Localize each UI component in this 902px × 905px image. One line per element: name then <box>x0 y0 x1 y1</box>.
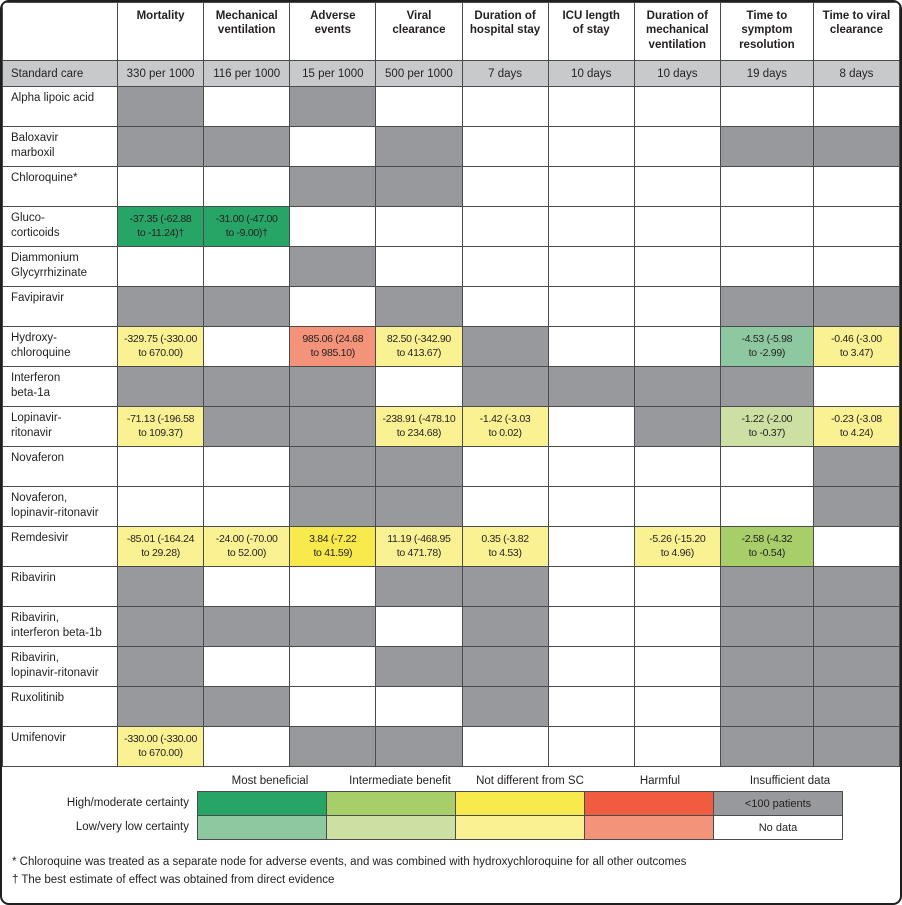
outcome-cell: -1.22 (-2.00 to -0.37) <box>720 407 813 447</box>
outcome-cell <box>118 607 204 647</box>
outcome-cell: -238.91 (-478.10 to 234.68) <box>376 407 462 447</box>
outcome-cell <box>204 607 290 647</box>
outcome-cell: -31.00 (-47.00 to -9.00)† <box>204 207 290 247</box>
outcome-cell: 985.06 (24.68 to 985.10) <box>290 327 376 367</box>
corner-cell <box>3 3 118 61</box>
treatment-row-alpha-lipoic-acid <box>3 87 900 127</box>
legend-swatch-most-beneficial-lo <box>197 815 327 840</box>
outcome-cell: -71.13 (-196.58 to 109.37) <box>118 407 204 447</box>
treatment-row-favipiravir <box>3 287 900 327</box>
outcome-cell <box>548 527 634 567</box>
treatment-label: Interferon beta-1a <box>3 367 118 407</box>
outcome-cell <box>720 647 813 687</box>
outcome-cell <box>813 687 899 727</box>
table-body <box>3 61 900 767</box>
treatment-label: Alpha lipoic acid <box>3 87 118 127</box>
outcome-cell <box>462 367 548 407</box>
treatment-row-lopinavir-ritonavir <box>3 407 900 447</box>
outcome-cell <box>548 247 634 287</box>
outcome-cell <box>720 167 813 207</box>
outcome-cell <box>634 687 720 727</box>
outcome-cell <box>462 687 548 727</box>
legend-category-labels <box>205 775 900 791</box>
outcome-cell <box>290 487 376 527</box>
treatment-label: Novaferon, lopinavir-ritonavir <box>3 487 118 527</box>
treatment-label: Diammonium Glycyrrhizinate <box>3 247 118 287</box>
legend-swatch-harmful-lo <box>584 815 714 840</box>
outcome-cell: -24.00 (-70.00 to 52.00) <box>204 527 290 567</box>
outcome-cell <box>813 727 899 767</box>
legend-swatch-insufficient-data-lo: No data <box>713 815 843 840</box>
outcome-cell <box>118 367 204 407</box>
outcome-cell <box>813 207 899 247</box>
outcome-cell <box>290 367 376 407</box>
outcome-cell <box>204 447 290 487</box>
outcome-cell <box>204 367 290 407</box>
outcome-cell <box>290 407 376 447</box>
outcome-cell <box>634 207 720 247</box>
legend-row-label-low-certainty: Low/very low certainty <box>75 821 189 833</box>
outcome-cell <box>376 447 462 487</box>
outcome-cell <box>462 167 548 207</box>
outcome-cell <box>720 247 813 287</box>
treatment-label: Gluco- corticoids <box>3 207 118 247</box>
outcome-cell <box>548 487 634 527</box>
outcome-cell <box>548 447 634 487</box>
outcome-cell <box>548 207 634 247</box>
outcome-cell <box>204 727 290 767</box>
outcome-cell <box>118 247 204 287</box>
outcome-cell <box>204 127 290 167</box>
outcome-cell <box>548 567 634 607</box>
outcome-cell <box>462 647 548 687</box>
outcome-cell <box>376 607 462 647</box>
outcome-cell <box>548 607 634 647</box>
outcome-cell <box>548 127 634 167</box>
outcome-cell <box>548 407 634 447</box>
treatment-row-ribavirin-interferon-beta-1b <box>3 607 900 647</box>
outcome-cell <box>462 607 548 647</box>
outcome-cell <box>376 567 462 607</box>
column-header-time-to-symptom-resolution: Time to symptom resolution <box>720 3 813 61</box>
outcome-cell: 0.35 (-3.82 to 4.53) <box>462 527 548 567</box>
outcome-cell <box>548 727 634 767</box>
outcome-cell <box>634 127 720 167</box>
outcome-cell <box>290 647 376 687</box>
outcome-cell <box>290 127 376 167</box>
legend <box>2 767 900 842</box>
outcomes-table <box>2 2 900 767</box>
legend-category-not-different: Not different from SC <box>476 775 584 787</box>
outcome-cell <box>462 287 548 327</box>
outcome-cell <box>204 487 290 527</box>
outcome-cell <box>813 647 899 687</box>
standard-care-value: 330 per 1000 <box>118 61 204 87</box>
legend-row-label-high-certainty: High/moderate certainty <box>66 797 189 809</box>
outcome-cell <box>813 607 899 647</box>
legend-category-most-beneficial: Most beneficial <box>231 775 309 787</box>
outcome-cell <box>462 487 548 527</box>
outcome-cell <box>634 407 720 447</box>
legend-swatch-not-different-from-sc-hi <box>455 791 585 816</box>
outcome-cell <box>118 487 204 527</box>
column-header-mechanical-ventilation: Mechanical ventilation <box>204 3 290 61</box>
treatment-label: Baloxavir marboxil <box>3 127 118 167</box>
outcome-cell <box>720 207 813 247</box>
outcome-cell <box>290 727 376 767</box>
treatment-row-ruxolitinib <box>3 687 900 727</box>
standard-care-row <box>3 61 900 87</box>
outcome-cell <box>118 687 204 727</box>
outcome-cell <box>720 127 813 167</box>
legend-swatches-low-certainty <box>197 815 843 840</box>
outcome-cell <box>290 207 376 247</box>
outcome-cell <box>290 447 376 487</box>
outcome-cell <box>634 607 720 647</box>
outcome-cell <box>462 247 548 287</box>
outcome-cell <box>634 87 720 127</box>
legend-swatch-harmful-hi <box>584 791 714 816</box>
outcome-cell <box>634 487 720 527</box>
outcome-cell <box>376 127 462 167</box>
outcome-cell <box>290 687 376 727</box>
standard-care-value: 15 per 1000 <box>290 61 376 87</box>
outcome-cell: -0.23 (-3.08 to 4.24) <box>813 407 899 447</box>
outcome-cell <box>548 327 634 367</box>
outcome-cell: -4.53 (-5.98 to -2.99) <box>720 327 813 367</box>
outcome-cell <box>290 247 376 287</box>
outcome-cell <box>720 367 813 407</box>
outcome-cell <box>376 247 462 287</box>
outcome-cell <box>462 567 548 607</box>
outcome-cell <box>204 327 290 367</box>
standard-care-value: 116 per 1000 <box>204 61 290 87</box>
column-header-time-to-viral-clearance: Time to viral clearance <box>813 3 899 61</box>
outcome-cell <box>118 167 204 207</box>
outcome-cell <box>720 607 813 647</box>
outcome-cell: -0.46 (-3.00 to 3.47) <box>813 327 899 367</box>
outcome-cell <box>204 647 290 687</box>
treatment-row-remdesivir <box>3 527 900 567</box>
outcome-cell <box>376 167 462 207</box>
standard-care-value: 500 per 1000 <box>376 61 462 87</box>
outcome-cell <box>720 567 813 607</box>
treatment-row-ribavirin <box>3 567 900 607</box>
legend-swatch-most-beneficial-hi <box>197 791 327 816</box>
standard-care-value: 19 days <box>720 61 813 87</box>
outcome-cell <box>813 87 899 127</box>
outcome-cell <box>118 127 204 167</box>
outcome-cell <box>118 87 204 127</box>
treatment-label: Ribavirin <box>3 567 118 607</box>
treatment-row-chloroquine <box>3 167 900 207</box>
outcome-cell: -85.01 (-164.24 to 29.28) <box>118 527 204 567</box>
standard-care-value: 7 days <box>462 61 548 87</box>
outcome-cell: -37.35 (-62.88 to -11.24)† <box>118 207 204 247</box>
treatment-label: Ribavirin, interferon beta-1b <box>3 607 118 647</box>
outcome-cell <box>290 167 376 207</box>
outcome-cell <box>548 87 634 127</box>
treatment-label: Ruxolitinib <box>3 687 118 727</box>
outcome-cell <box>118 447 204 487</box>
outcome-cell <box>376 727 462 767</box>
outcome-cell <box>204 687 290 727</box>
outcome-cell <box>290 287 376 327</box>
outcome-cell: -330.00 (-330.00 to 670.00) <box>118 727 204 767</box>
outcome-cell: 11.19 (-468.95 to 471.78) <box>376 527 462 567</box>
outcome-cell <box>204 567 290 607</box>
column-header-duration-of-hospital-stay: Duration of hospital stay <box>462 3 548 61</box>
treatment-row-novaferon-lopinavir-ritonavir <box>3 487 900 527</box>
treatment-row-hydroxy-chloroquine <box>3 327 900 367</box>
treatment-row-interferon-beta-1a <box>3 367 900 407</box>
outcome-cell <box>376 287 462 327</box>
outcome-cell <box>462 447 548 487</box>
outcome-cell <box>813 367 899 407</box>
outcome-cell <box>376 687 462 727</box>
outcome-cell <box>813 487 899 527</box>
treatment-label: Favipiravir <box>3 287 118 327</box>
outcome-cell <box>813 247 899 287</box>
outcome-cell <box>462 127 548 167</box>
treatment-label: Umifenovir <box>3 727 118 767</box>
outcome-cell <box>548 647 634 687</box>
outcome-cell <box>204 287 290 327</box>
treatment-label: Remdesivir <box>3 527 118 567</box>
outcome-cell <box>548 687 634 727</box>
outcome-cell <box>720 287 813 327</box>
outcome-cell <box>376 647 462 687</box>
legend-category-harmful: Harmful <box>639 775 681 787</box>
outcome-cell <box>548 167 634 207</box>
treatment-label: Chloroquine* <box>3 167 118 207</box>
outcome-cell <box>376 367 462 407</box>
treatment-row-novaferon <box>3 447 900 487</box>
standard-care-value: 10 days <box>634 61 720 87</box>
outcome-cell <box>376 87 462 127</box>
standard-care-value: 8 days <box>813 61 899 87</box>
outcome-cell <box>813 167 899 207</box>
outcome-cell: -1.42 (-3.03 to 0.02) <box>462 407 548 447</box>
outcome-cell: 3.84 (-7.22 to 41.59) <box>290 527 376 567</box>
column-header-mortality: Mortality <box>118 3 204 61</box>
outcome-cell: -5.26 (-15.20 to 4.96) <box>634 527 720 567</box>
footnotes <box>2 842 900 890</box>
outcome-cell <box>204 167 290 207</box>
legend-row-low-certainty <box>2 815 900 840</box>
outcome-cell <box>204 87 290 127</box>
outcome-cell <box>462 87 548 127</box>
outcome-cell <box>813 567 899 607</box>
outcome-cell <box>118 567 204 607</box>
legend-swatches-high-certainty <box>197 791 843 816</box>
outcome-cell <box>634 167 720 207</box>
footnote-direct-evidence: † The best estimate of effect was obtained from direct evidence <box>12 873 335 886</box>
outcome-cell <box>634 367 720 407</box>
outcome-cell <box>634 567 720 607</box>
column-header-icu-length-of-stay: ICU length of stay <box>548 3 634 61</box>
treatment-row-ribavirin-lopinavir-ritonavir <box>3 647 900 687</box>
outcome-cell <box>118 287 204 327</box>
column-header-adverse-events: Adverse events <box>290 3 376 61</box>
column-header-duration-of-mechanical-ventilation: Duration of mechanical ventilation <box>634 3 720 61</box>
outcome-cell <box>813 127 899 167</box>
outcome-cell <box>634 287 720 327</box>
column-header-viral-clearance: Viral clearance <box>376 3 462 61</box>
outcome-cell <box>290 87 376 127</box>
outcome-cell <box>204 407 290 447</box>
legend-swatch-not-different-from-sc-lo <box>455 815 585 840</box>
table-header <box>3 3 900 61</box>
legend-swatch-intermediate-benefit-hi <box>326 791 456 816</box>
outcome-cell: 82.50 (-342.90 to 413.67) <box>376 327 462 367</box>
outcome-cell <box>634 247 720 287</box>
outcome-cell <box>720 487 813 527</box>
outcome-cell <box>634 727 720 767</box>
treatment-row-baloxavir-marboxil <box>3 127 900 167</box>
legend-row-high-certainty <box>2 791 900 816</box>
treatment-row-umifenovir <box>3 727 900 767</box>
treatment-label: Lopinavir- ritonavir <box>3 407 118 447</box>
outcome-cell <box>204 247 290 287</box>
outcome-cell <box>634 447 720 487</box>
outcome-cell <box>813 447 899 487</box>
outcome-cell <box>720 727 813 767</box>
legend-swatch-insufficient-data-hi: <100 patients <box>713 791 843 816</box>
outcome-cell <box>462 327 548 367</box>
outcome-cell <box>548 367 634 407</box>
treatment-row-diammonium-glycyrrhizinate <box>3 247 900 287</box>
outcome-cell: -329.75 (-330.00 to 670.00) <box>118 327 204 367</box>
outcome-cell <box>290 567 376 607</box>
outcome-cell <box>720 447 813 487</box>
outcome-cell <box>634 647 720 687</box>
treatment-label: Novaferon <box>3 447 118 487</box>
legend-category-intermediate-benefit: Intermediate benefit <box>349 775 451 787</box>
outcome-cell <box>118 647 204 687</box>
standard-care-value: 10 days <box>548 61 634 87</box>
outcome-cell <box>462 727 548 767</box>
outcome-cell <box>720 87 813 127</box>
outcome-cell <box>813 287 899 327</box>
outcome-cell <box>720 687 813 727</box>
treatment-label: Ribavirin, lopinavir-ritonavir <box>3 647 118 687</box>
outcome-cell: -2.58 (-4.32 to -0.54) <box>720 527 813 567</box>
outcome-cell <box>376 207 462 247</box>
treatment-row-gluco-corticoids <box>3 207 900 247</box>
footnote-chloroquine: * Chloroquine was treated as a separate node for adverse events, and was combined with hydroxychloroquine for all other outcomes <box>12 856 687 868</box>
outcome-cell <box>548 287 634 327</box>
standard-care-label: Standard care <box>3 61 118 87</box>
treatment-label: Hydroxy- chloroquine <box>3 327 118 367</box>
outcome-cell <box>290 607 376 647</box>
legend-swatch-intermediate-benefit-lo <box>326 815 456 840</box>
legend-category-insufficient-data: Insufficient data <box>749 775 831 787</box>
outcome-cell <box>376 487 462 527</box>
outcome-cell <box>634 327 720 367</box>
outcome-cell <box>462 207 548 247</box>
outcome-cell <box>813 527 899 567</box>
